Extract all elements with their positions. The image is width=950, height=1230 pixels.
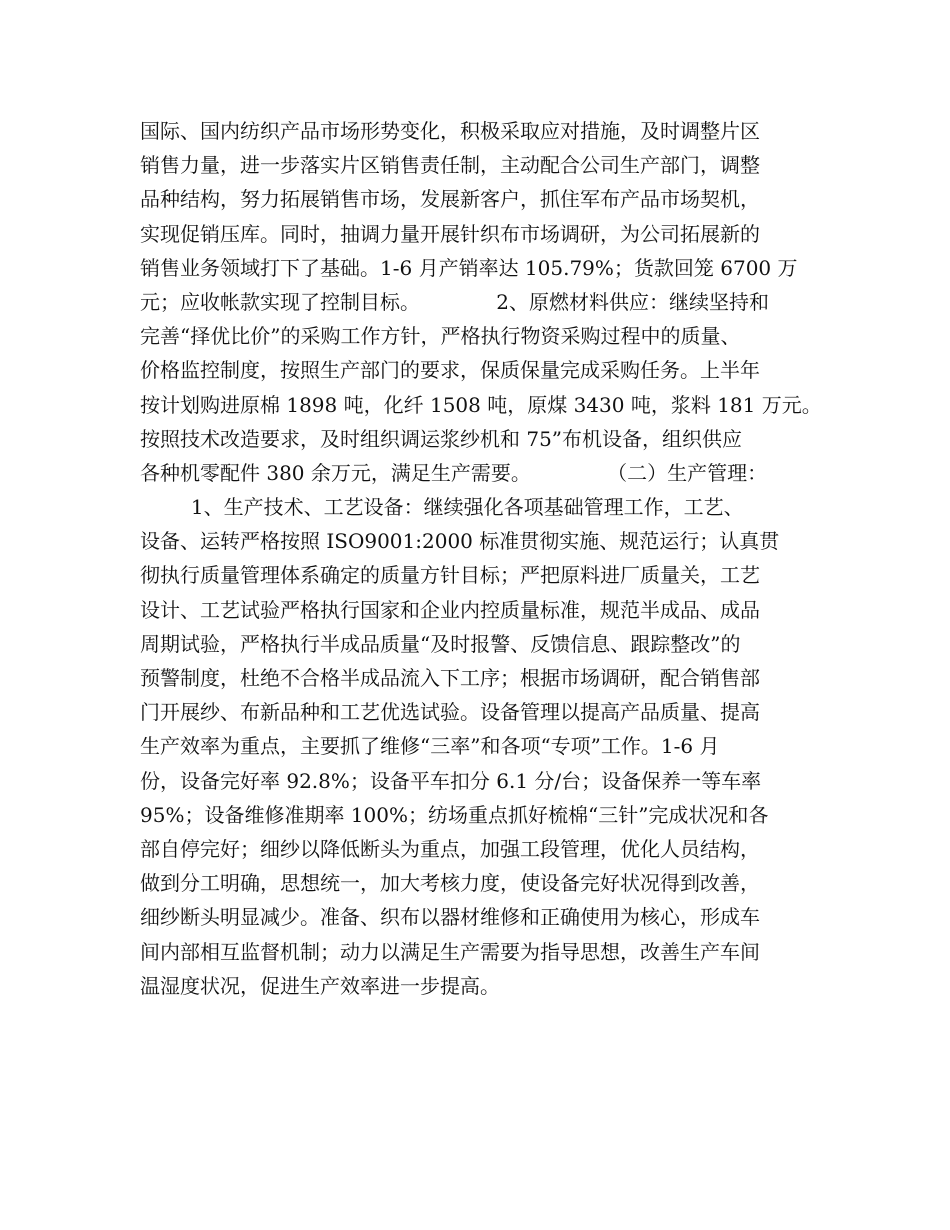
text-line: 间内部相互监督机制；动力以满足生产需要为指导思想，改善生产车间 (140, 939, 760, 964)
text-line: 温湿度状况，促进生产效率进一步提高。 (140, 973, 500, 998)
text-line: 1、生产技术、工艺设备：继续强化各项基础管理工作，工艺、 (140, 495, 744, 520)
text-line: 设备、运转严格按照 ISO9001:2000 标准贯彻实施、规范运行；认真贯 (140, 529, 780, 554)
text-line: 95%；设备维修准期率 100%；纺场重点抓好梳棉“三针”完成状况和各 (140, 802, 769, 827)
text-line: 各种机零配件 380 余万元，满足生产需要。 （二）生产管理： (140, 460, 768, 485)
text-line: 元；应收帐款实现了控制目标。 2、原燃材料供应：继续坚持和 (140, 289, 770, 314)
text-line: 销售业务领域打下了基础。1-6 月产销率达 105.79%；货款回笼 6700 万 (140, 255, 798, 280)
text-line: 生产效率为重点，主要抓了维修“三率”和各项“专项”工作。1-6 月 (140, 734, 720, 759)
text-line: 周期试验，严格执行半成品质量“及时报警、反馈信息、跟踪整改”的 (140, 631, 741, 656)
text-line: 彻执行质量管理体系确定的质量方针目标；严把原料进厂质量关，工艺 (140, 563, 760, 588)
text-line: 完善“择优比价”的采购工作方针，严格执行物资采购过程中的质量、 (140, 324, 741, 349)
text-line: 细纱断头明显减少。准备、织布以器材维修和正确使用为核心，形成车 (140, 905, 760, 930)
text-line: 部自停完好；细纱以降低断头为重点，加强工段管理，优化人员结构， (140, 836, 760, 861)
text-line: 按计划购进原棉 1898 吨，化纤 1508 吨，原煤 3430 吨，浆料 181 万元。 (140, 392, 822, 417)
text-line: 实现促销压库。同时，抽调力量开展针织布市场调研，为公司拓展新的 (140, 221, 760, 246)
text-line: 设计、工艺试验严格执行国家和企业内控质量标准，规范半成品、成品 (140, 597, 760, 622)
text-line: 价格监控制度，按照生产部门的要求，保质保量完成采购任务。上半年 (140, 358, 760, 383)
text-line: 门开展纱、布新品种和工艺优选试验。设备管理以提高产品质量、提高 (140, 700, 760, 725)
text-line: 按照技术改造要求，及时组织调运浆纱机和 75”布机设备，组织供应 (140, 426, 743, 451)
text-line: 做到分工明确，思想统一，加大考核力度，使设备完好状况得到改善， (140, 871, 760, 896)
text-line: 国际、国内纺织产品市场形势变化，积极采取应对措施，及时调整片区 (140, 119, 760, 143)
text-line: 品种结构，努力拓展销售市场，发展新客户，抓住军布产品市场契机， (140, 187, 760, 212)
body-text (140, 114, 830, 1003)
text-line: 份，设备完好率 92.8%；设备平车扣分 6.1 分/台；设备保养一等车率 (140, 768, 762, 793)
text-line: 销售力量，进一步落实片区销售责任制，主动配合公司生产部门，调整 (140, 153, 760, 178)
text-line: 预警制度，杜绝不合格半成品流入下工序；根据市场调研，配合销售部 (140, 666, 760, 690)
